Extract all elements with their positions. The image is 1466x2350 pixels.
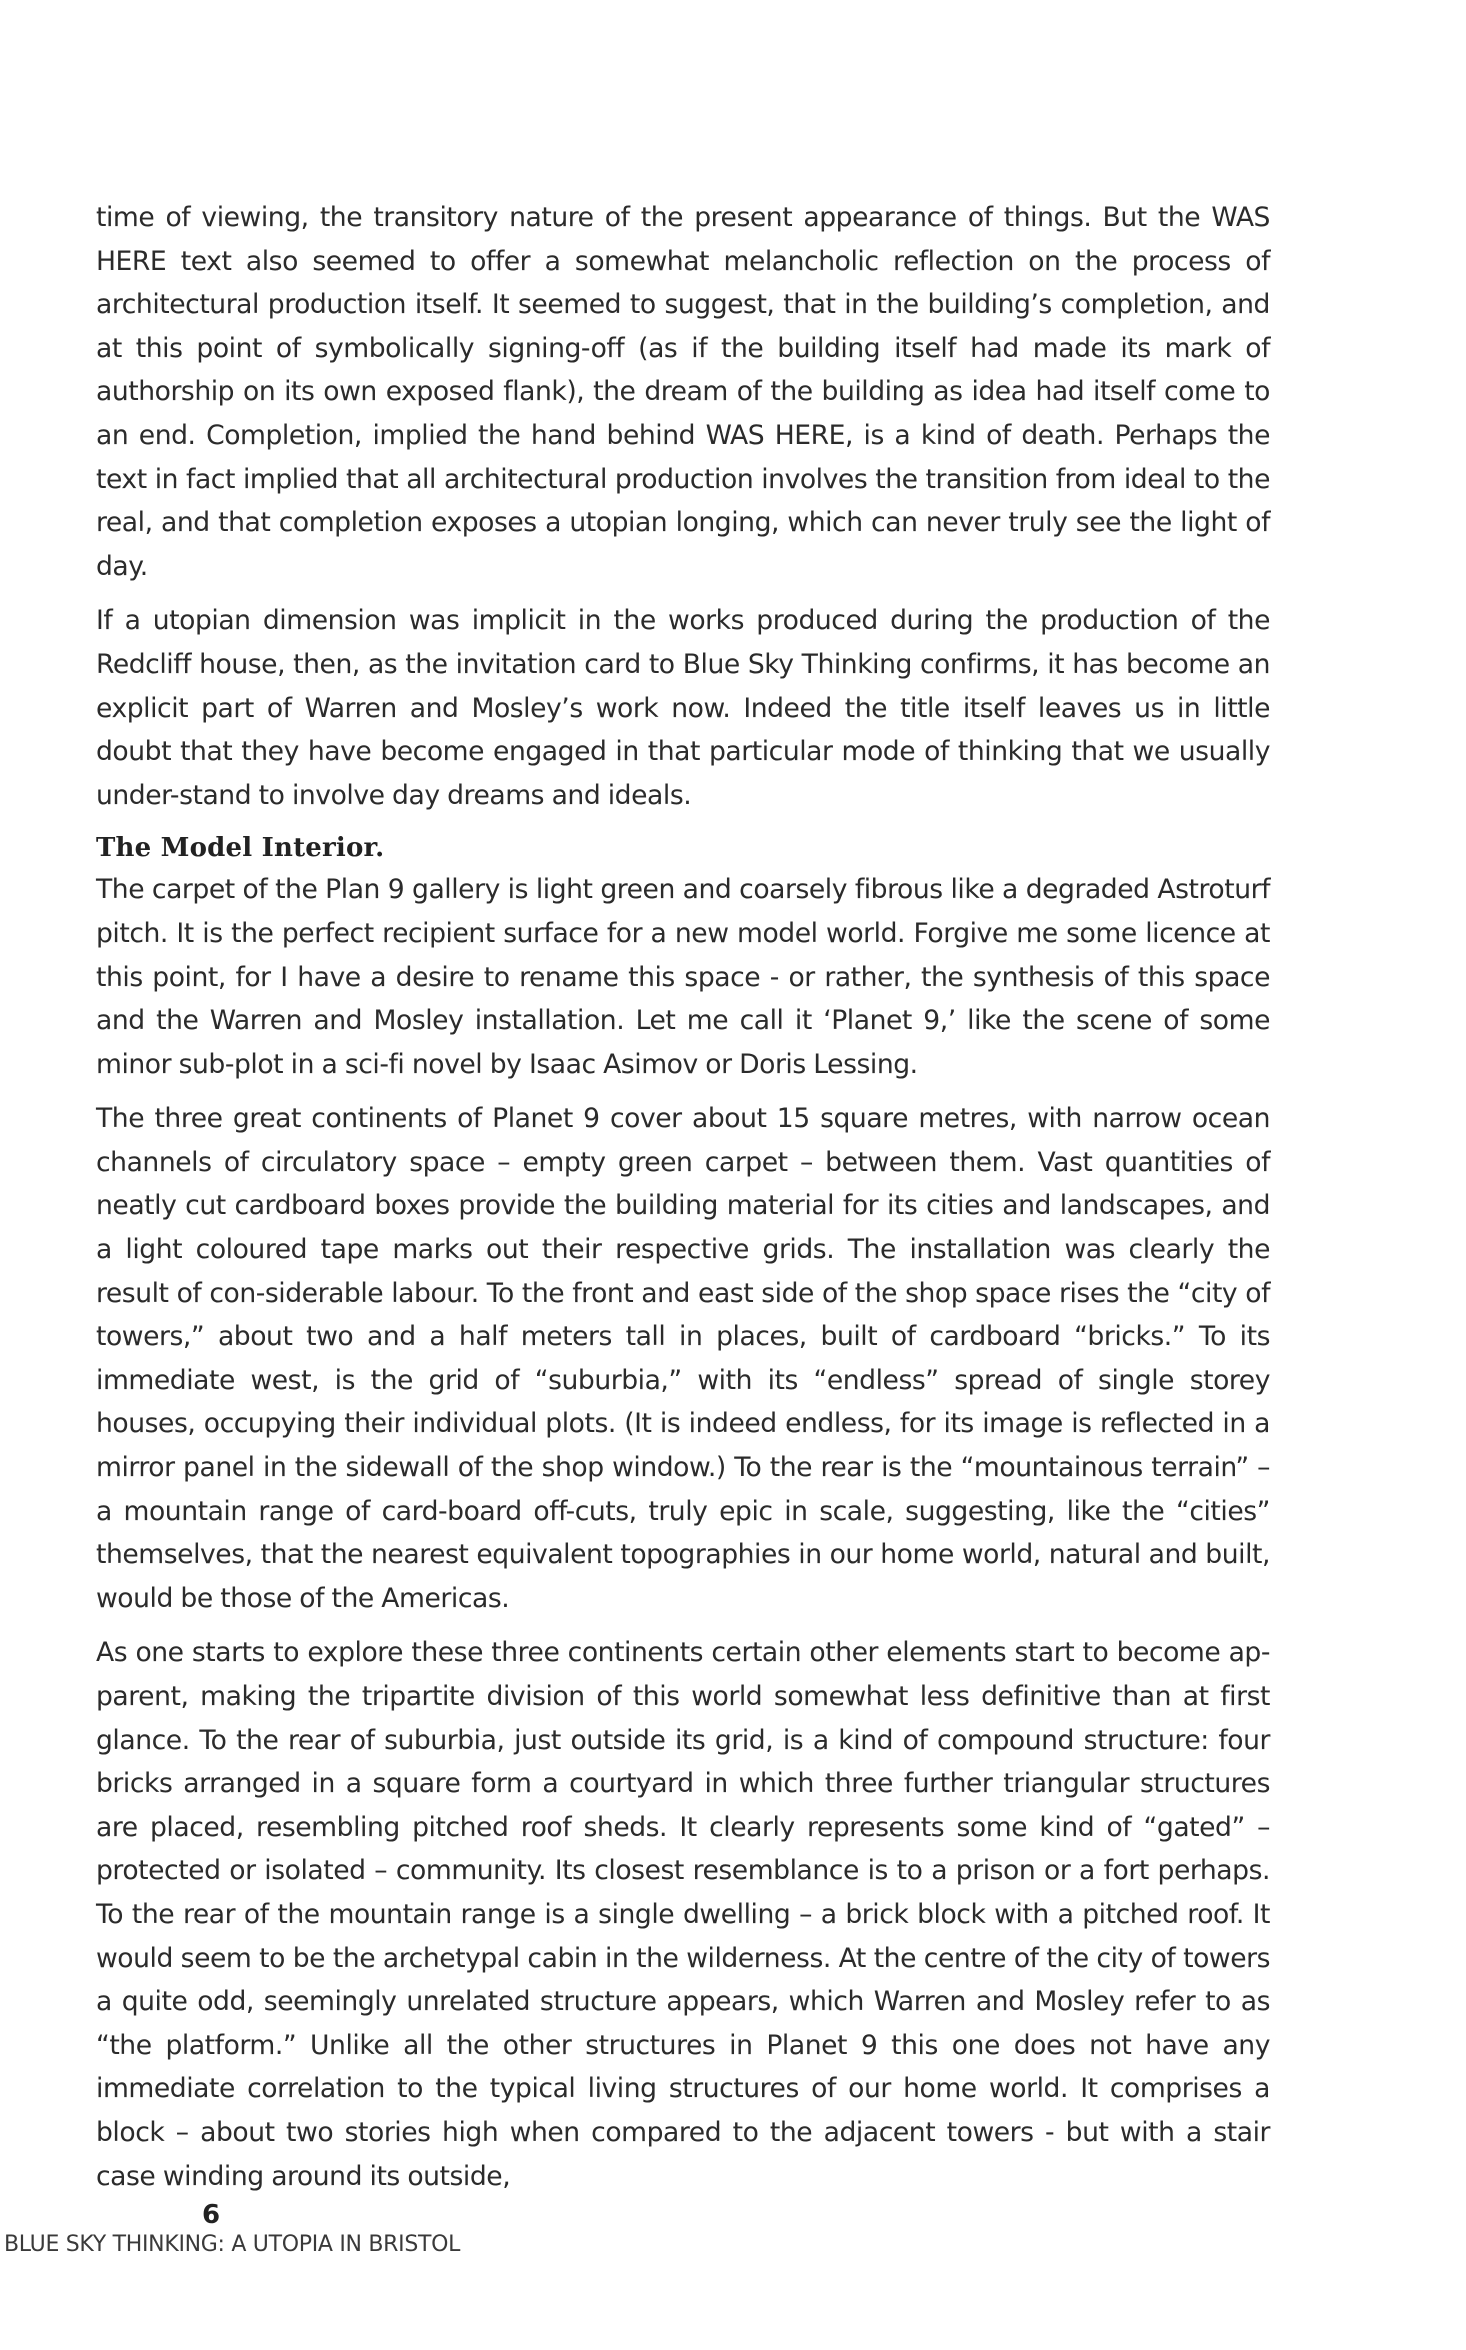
body-paragraph: If a utopian dimension was implicit in the works produced during the production of the Redcliff house, then, as the invitation card to Blue Sky Thinking confirms, it has become an explicit part of Warren and Mosley’s work now. Indeed the title itself leaves us in little doubt that they have become engaged in that particular mode of thinking that we usually under-stand to involve day dreams and ideals. (96, 605, 1270, 811)
section-heading: The Model Interior. (96, 833, 385, 864)
body-paragraph: The carpet of the Plan 9 gallery is light green and coarsely fibrous like a degraded Astroturf pitch. It is the perfect recipient surface for a new model world. Forgive me some licence at this point, for I have a desire to rename this space - or rather, the synthesis of this space and the Warren and Mosley installation. Let me call it ‘Planet 9,’ like the scene of some minor sub-plot in a sci-fi novel by Isaac Asimov or Doris Lessing. (96, 874, 1270, 1080)
page-number: 6 (202, 2200, 221, 2230)
body-paragraph: The three great continents of Planet 9 cover about 15 square metres, with narrow ocean channels of circulatory space – empty green carpet – between them. Vast quantities of neatly cut cardboard boxes provide the building material for its cities and landscapes, and a light coloured tape marks out their respective grids. The installation was clearly the result of con-siderable labour. To the front and east side of the shop space rises the “city of towers,” about two and a half meters tall in places, built of cardboard “bricks.” To its immediate west, is the grid of “suburbia,” with its “endless” spread of single storey houses, occupying their individual plots. (It is indeed endless, for its image is reflected in a mirror panel in the sidewall of the shop window.) To the rear is the “mountainous terrain” – a mountain range of card-board off-cuts, truly epic in scale, suggesting, like the “cities” themselves, that the nearest equivalent topographies in our home world, natural and built, would be those of the Americas. (96, 1103, 1270, 1614)
body-paragraph: time of viewing, the transitory nature of the present appearance of things. But the WAS HERE text also seemed to offer a somewhat melancholic reflection on the process of architectural production itself. It seemed to suggest, that in the building’s completion, and at this point of symbolically signing-off (as if the building itself had made its mark of authorship on its own exposed flank), the dream of the building as idea had itself come to an end. Completion, implied the hand behind WAS HERE, is a kind of death. Perhaps the text in fact implied that all architectural production involves the transition from ideal to the real, and that completion exposes a utopian longing, which can never truly see the light of day. (96, 202, 1270, 582)
body-paragraph: As one starts to explore these three continents certain other elements start to become ap-parent, making the tripartite division of this world somewhat less definitive than at first glance. To the rear of suburbia, just outside its grid, is a kind of compound structure: four bricks arranged in a square form a courtyard in which three further triangular structures are placed, resembling pitched roof sheds. It clearly represents some kind of “gated” – protected or isolated – community. Its closest resemblance is to a prison or a fort perhaps. To the rear of the mountain range is a single dwelling – a brick block with a pitched roof. It would seem to be the archetypal cabin in the wilderness. At the centre of the city of towers a quite odd, seemingly unrelated structure appears, which Warren and Mosley refer to as “the platform.” Unlike all the other structures in Planet 9 this one does not have any immediate correlation to the typical living structures of our home world. It comprises a block – about two stories high when compared to the adjacent towers - but with a stair case winding around its outside, (96, 1637, 1270, 2192)
article-body (96, 196, 1270, 2209)
publication-title: BLUE SKY THINKING: A UTOPIA IN BRISTOL (4, 2232, 461, 2257)
